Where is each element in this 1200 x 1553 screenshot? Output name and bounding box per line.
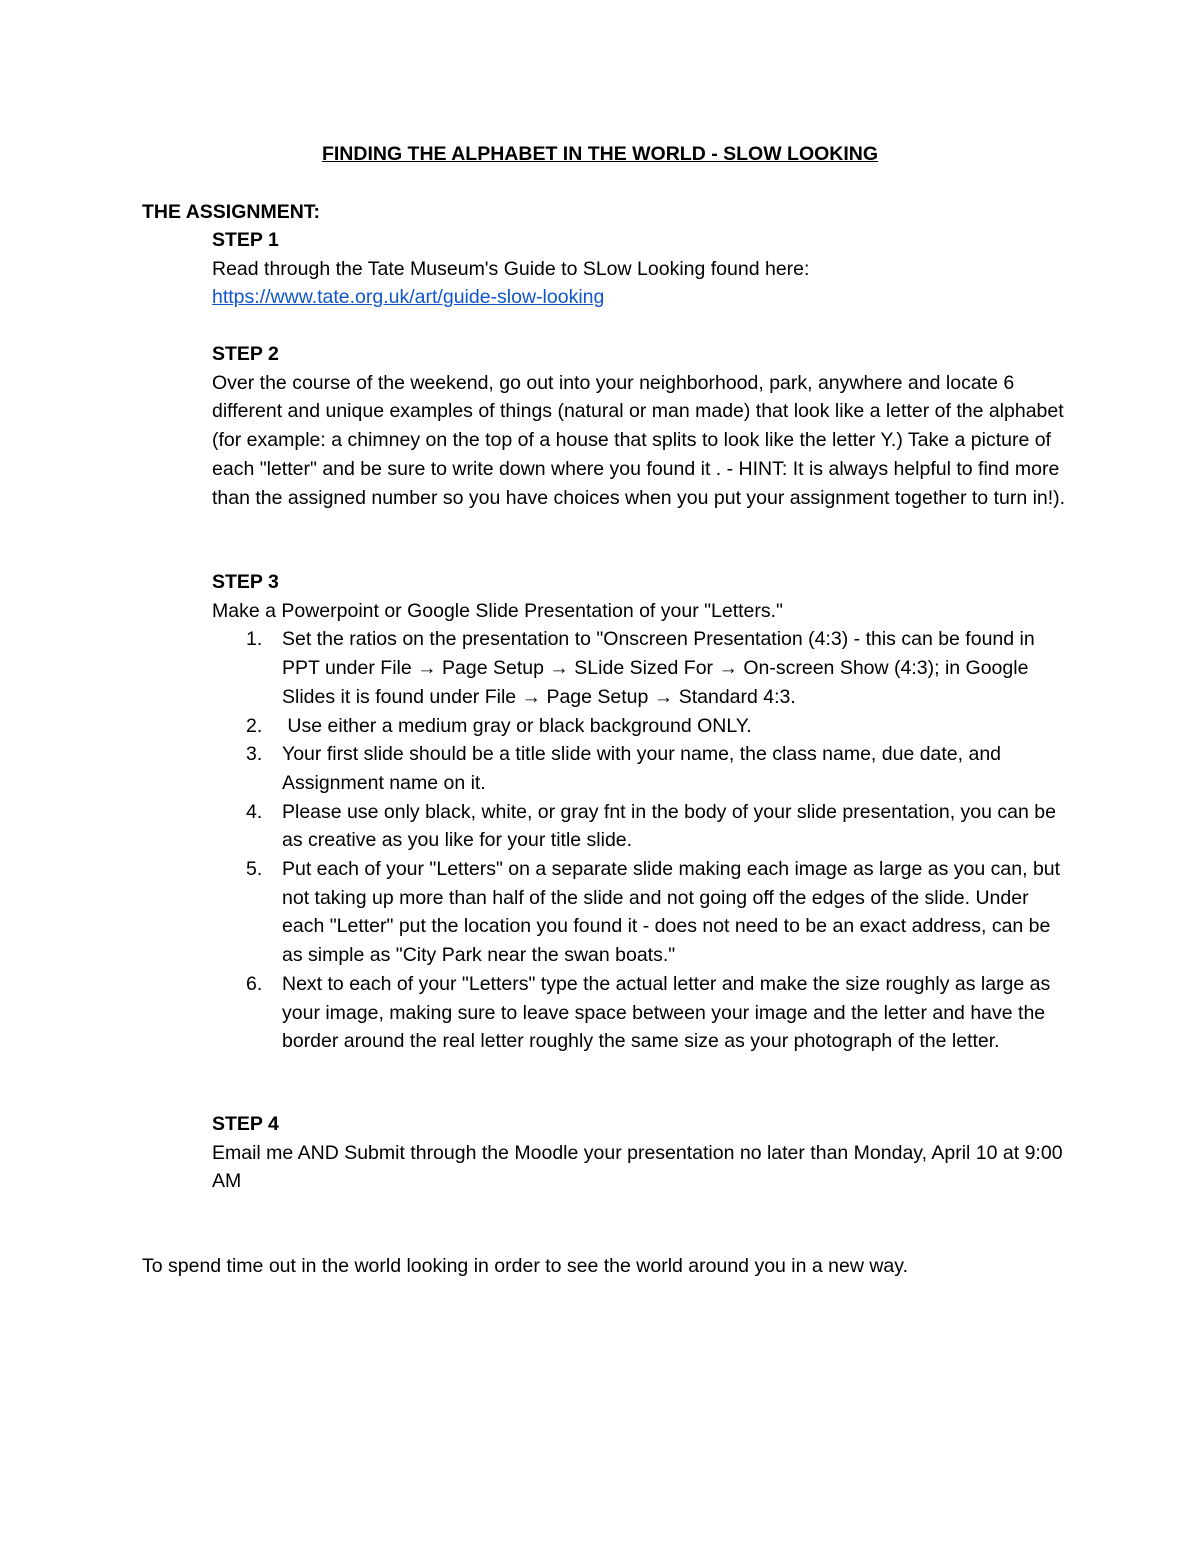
closing-statement: To spend time out in the world looking in order to see the world around you in a new way. [142, 1255, 908, 1277]
list-item-number: 2. [246, 714, 263, 737]
step-4-text: Email me AND Submit through the Moodle your presentation no later than Monday, April 10 at 9:00 AM [212, 1141, 1063, 1193]
list-item [212, 740, 1072, 797]
list-item-text: Your first slide should be a title slide with your name, the class name, due date, and Assignment name on it. [282, 743, 1002, 794]
step-2-text: Over the course of the weekend, go out into your neighborhood, park, anywhere and locate 6 different and unique examples of things (natural or man made) that look like a letter of the alphabet (for example: a chimney on the top of a house that splits to look like the letter Y.) Take a picture of each "letter" and be sure to write down where you found it . - HINT: It is always helpful to find more than the assigned number so you have choices when you put your assignment together to turn in!). [212, 371, 1066, 509]
step-3-list [212, 625, 1072, 1056]
list-item [212, 798, 1072, 855]
step-4 [212, 1110, 1072, 1196]
step-3-label: STEP 3 [212, 571, 279, 593]
list-item-number: 6. [246, 972, 263, 995]
list-item-text: Please use only black, white, or gray fnt in the body of your slide presentation, you can be as creative as you like for your title slide. [282, 800, 1056, 852]
step-3-text: Make a Powerpoint or Google Slide Presentation of your "Letters." [212, 599, 783, 622]
assignment-heading: THE ASSIGNMENT: [142, 201, 321, 223]
list-item-number: 1. [246, 628, 263, 651]
document-title: FINDING THE ALPHABET IN THE WORLD - SLOW LOOKING [321, 143, 879, 165]
step-3 [212, 568, 1072, 1056]
step-2-label: STEP 2 [212, 343, 279, 365]
list-item-text: Next to each of your "Letters" type the actual letter and make the size roughly as large as your image, making sure to leave space between your image and the letter and have the border around the real letter roughly the same size as your photograph of the letter. [282, 972, 1051, 1053]
list-item-text: Put each of your "Letters" on a separate slide making each image as large as you can, but not taking up more than half of the slide and not going off the edges of the slide. Under each "Letter" put the location you found it - does not need to be an exact address, can be as simple as "City Park near the swan boats." [282, 858, 1061, 967]
list-item-number: 5. [246, 858, 263, 881]
list-item-text: Use either a medium gray or black background ONLY. [282, 714, 752, 737]
list-item [212, 855, 1072, 970]
step-1-text: Read through the Tate Museum's Guide to SLow Looking found here: [212, 257, 810, 280]
step-2 [212, 340, 1072, 512]
step-1 [212, 226, 1072, 312]
list-item-number: 3. [246, 743, 263, 766]
list-item [212, 712, 1072, 741]
step-4-label: STEP 4 [212, 1113, 279, 1135]
list-item-text: Set the ratios on the presentation to "Onscreen Presentation (4:3) - this can be found in PPT under File → Page Setup → SLide Sized For → On-screen Show (4:3); in Google Slides it is found under File → Page Setup → Standard 4:3. [282, 628, 1035, 708]
list-item-number: 4. [246, 800, 263, 823]
step-1-label: STEP 1 [212, 229, 279, 251]
list-item [212, 625, 1072, 711]
list-item [212, 970, 1072, 1056]
tate-guide-link[interactable]: https://www.tate.org.uk/art/guide-slow-looking [212, 286, 605, 309]
